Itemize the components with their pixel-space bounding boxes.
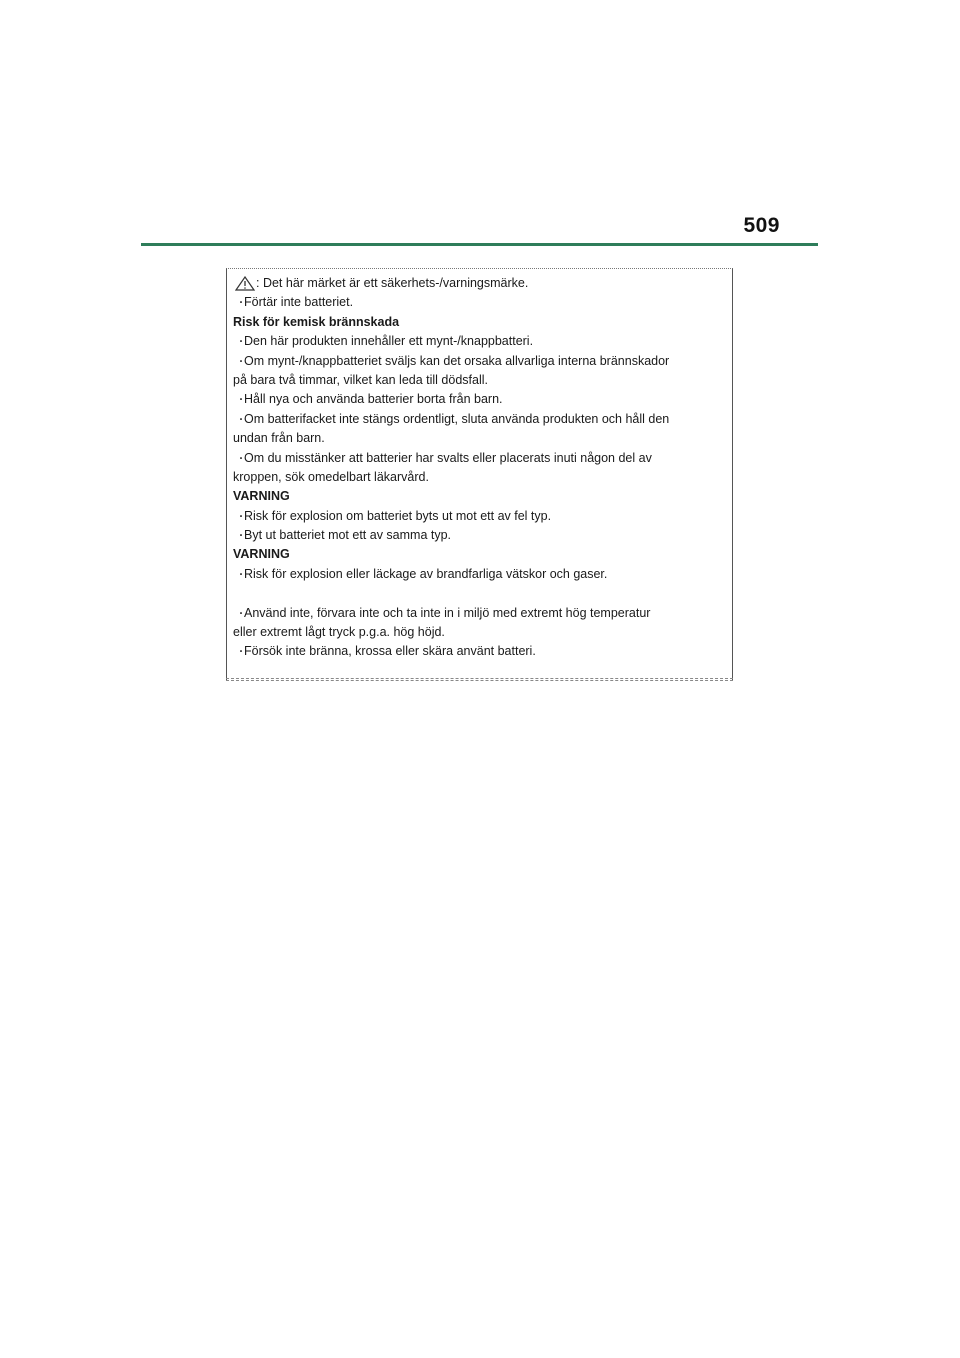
label-text-line	[233, 371, 728, 390]
label-line-text: Risk för explosion om batteriet byts ut mot ett av fel typ.	[244, 508, 552, 523]
bullet-marker: ・	[236, 511, 246, 523]
label-line-text: VARNING	[233, 489, 290, 504]
warning-symbol-row	[233, 274, 728, 293]
warning-label-box-bottom-border	[226, 678, 733, 681]
label-bullet-item	[233, 642, 728, 661]
label-bullet-item	[233, 332, 728, 351]
label-spacer	[233, 584, 728, 603]
bullet-marker: ・	[236, 395, 246, 407]
label-bullet-item	[233, 604, 728, 623]
bullet-marker: ・	[236, 414, 246, 426]
label-line-text: Risk för explosion eller läckage av brandfarliga vätskor och gaser.	[244, 566, 608, 581]
label-bullet-item	[233, 565, 728, 584]
page-number: 509	[743, 214, 780, 237]
label-bullet-item	[233, 352, 728, 371]
label-line-text: Håll nya och använda batterier borta från barn.	[244, 392, 503, 407]
label-line-text: Om du misstänker att batterier har svalts eller placerats inuti någon del av	[244, 450, 652, 465]
label-line-text: undan från barn.	[233, 431, 325, 446]
bullet-marker: ・	[236, 608, 246, 620]
label-heading	[233, 313, 728, 332]
header-rule	[141, 243, 818, 246]
label-bullet-item	[233, 390, 728, 409]
label-line-text: Försök inte bränna, krossa eller skära använt batteri.	[244, 644, 536, 659]
label-text-line	[233, 468, 728, 487]
warning-symbol-text: : Det här märket är ett säkerhets-/varningsmärke.	[256, 276, 529, 290]
label-line-text: Byt ut batteriet mot ett av samma typ.	[244, 528, 452, 543]
label-line-text: Förtär inte batteriet.	[244, 295, 354, 310]
label-text-line	[233, 429, 728, 448]
label-heading	[233, 487, 728, 506]
bullet-marker: ・	[236, 531, 246, 543]
bullet-marker: ・	[236, 647, 246, 659]
label-bullet-item	[233, 449, 728, 468]
label-lines	[233, 293, 728, 661]
label-line-text: Om mynt-/knappbatteriet sväljs kan det orsaka allvarliga interna brännskador	[244, 353, 670, 368]
label-line-text: på bara två timmar, vilket kan leda till dödsfall.	[233, 372, 488, 387]
label-text-line	[233, 623, 728, 642]
label-heading	[233, 545, 728, 564]
label-line-text: VARNING	[233, 547, 290, 562]
label-bullet-item	[233, 410, 728, 429]
label-line-text: Risk för kemisk brännskada	[233, 314, 400, 329]
bullet-marker: ・	[236, 337, 246, 349]
bullet-marker: ・	[236, 569, 246, 581]
label-bullet-item	[233, 293, 728, 312]
label-line-text: Om batterifacket inte stängs ordentligt, sluta använda produkten och håll den	[244, 411, 670, 426]
label-line-text: Den här produkten innehåller ett mynt-/knappbatteri.	[244, 334, 534, 349]
label-bullet-item	[233, 526, 728, 545]
warning-label-content	[233, 274, 728, 662]
bullet-marker: ・	[236, 356, 246, 368]
label-bullet-item	[233, 507, 728, 526]
bullet-marker: ・	[236, 298, 246, 310]
label-line-text: Använd inte, förvara inte och ta inte in i miljö med extremt hög temperatur	[244, 605, 651, 620]
warning-triangle-icon	[235, 276, 255, 291]
label-line-text: eller extremt lågt tryck p.g.a. hög höjd.	[233, 625, 445, 640]
label-line-text: kroppen, sök omedelbart läkarvård.	[233, 469, 429, 484]
bullet-marker: ・	[236, 453, 246, 465]
